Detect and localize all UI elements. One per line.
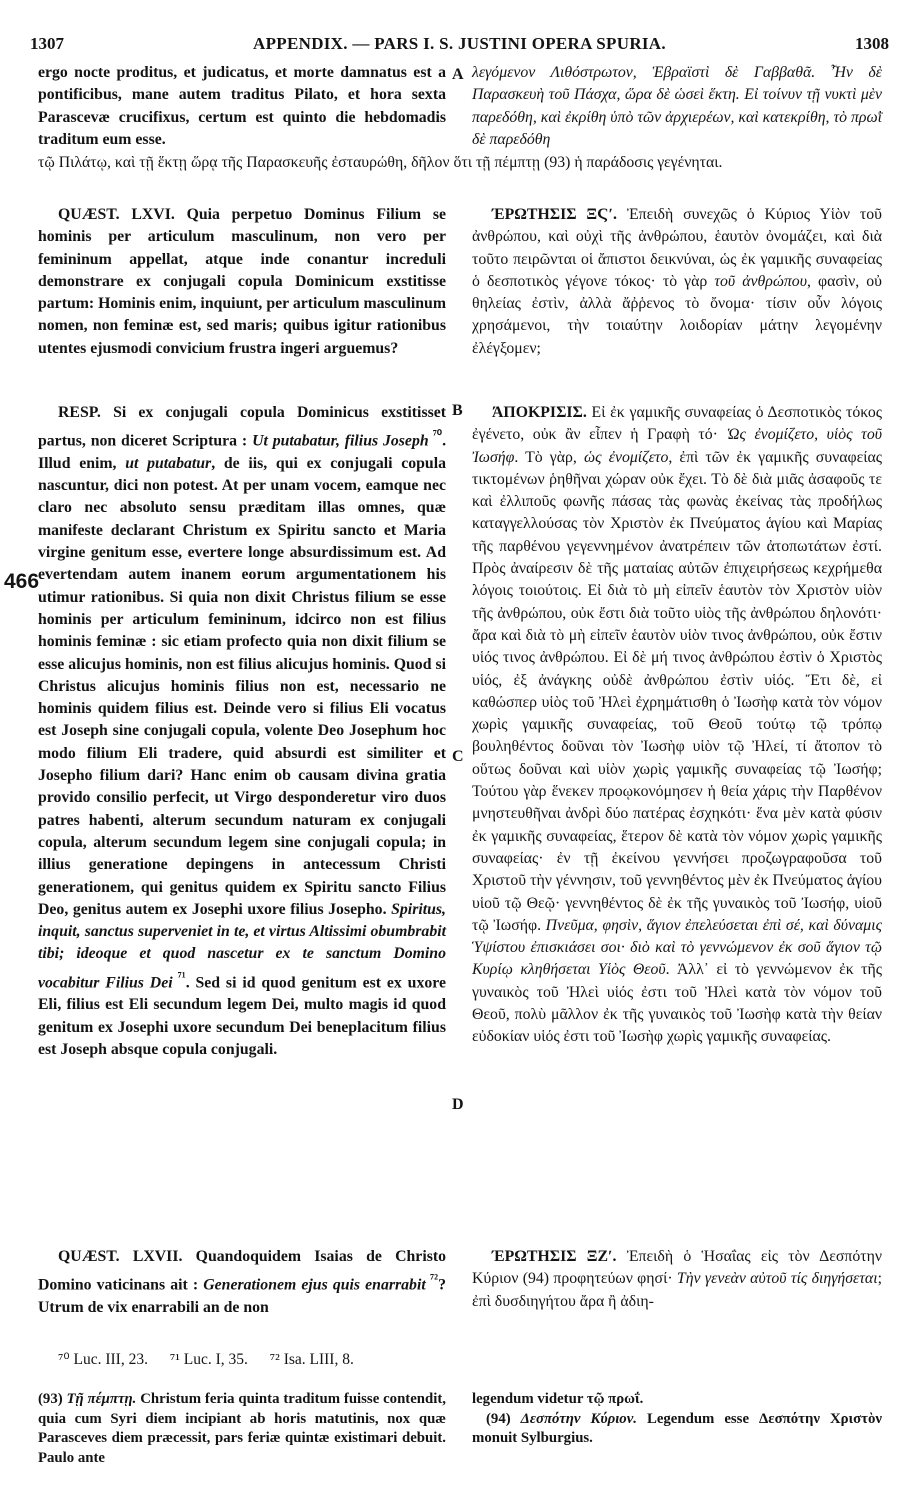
page-header	[30, 34, 889, 58]
latin-quote-3: Spiritus, inquit, sanctus superveniet in te, et virtus Altissimi obumbrabit tibi; ideoque et quod nascetur ex te sanctum Domino vocabitur Filius Dei	[38, 900, 447, 991]
note-93-continued: legendum videtur τῷ πρωΐ.	[472, 1391, 644, 1407]
greek-quote-1: Ὡς ἐνομίζετο, υἱὸς τοῦ Ἰωσήφ	[472, 426, 882, 466]
running-title: APPENDIX. — PARS I. S. JUSTINI OPERA SPURIA.	[253, 34, 666, 53]
scripture-ref-72: ⁷² Isa. LIII, 8.	[269, 1351, 354, 1368]
right-page-number: 1308	[855, 34, 889, 53]
greek-question-67: ΈΡΩΤΗΣΙΣ ΞΖʹ. Ἐπειδὴ ὁ Ἡσαΐας εἰς τὸν Δεσπότην Κύριον (94) προφητεύων φησί· Τὴν γενεὰν αὐτοῦ τίς διηγήσεται; ἐπὶ δυσδιηγήτου ἄρα ἢ ἀδιη-	[472, 1248, 883, 1310]
note-93: (93) Τῇ πέμπτῃ. Christum feria quinta traditum fuisse contendit, quia cum Syri diem incipiant ab horis matutinis, nox quæ Parasceves diem præcessit, pars feriæ quintæ existimari debuit. Paulo ante	[38, 1391, 446, 1466]
greek-quote-3: Πνεῦμα, φησὶν, ἅγιον ἐπελεύσεται ἐπὶ σέ, καὶ δύναμις Ὑψίστου ἐπισκιάσει σοι· διὸ καὶ τὸ γεννώμενον ἐκ σοῦ ἅγιον τῷ Κυρίῳ κληθήσεται Υἱὸς Θεοῦ	[472, 916, 883, 979]
greek-q66-tail: , φασὶν, οὐ θηλείας ἐστὶν, ἀλλὰ ἄῤῥενος τὸ ὄνομα· τίσιν οὖν λόγοις χρησάμενοι, τὴν τοιαύτην λοιδορίαν μάτην λεγομένην ἐλέγξομεν;	[472, 272, 882, 357]
latin-question-67: QUÆST. LXVII. Quandoquidem Isaias de Christo Domino vaticinans ait : Generationem ejus quis enarrabit $^{^{72}}$? Utrum de vix enarrabili an de non	[38, 1248, 447, 1316]
greek-q66-label: ΈΡΩΤΗΣΙΣ ΞϚʹ.	[492, 206, 617, 223]
latin-quote-2: ut putabatur	[125, 454, 212, 472]
greek-question-66	[472, 204, 882, 360]
margin-marker-b: B	[452, 402, 463, 419]
latin-question-66	[38, 204, 446, 360]
greek-q67-label: ΈΡΩΤΗΣΙΣ ΞΖʹ.	[492, 1248, 617, 1265]
latin-q67-label: QUÆST. LXVII.	[58, 1248, 183, 1265]
greek-q66-quote: τοῦ ἀνθρώπου	[714, 272, 807, 290]
full-width-line: τῷ Πιλάτῳ, καὶ τῇ ἕκτῃ ὥρᾳ τῆς Παρασκευῆς ἐσταυρώθη, δῆλον ὅτι τῇ πέμπτῃ (93) ἡ παράδοσις γεγένηται.	[38, 154, 723, 171]
greek-q67-quote: Τὴν γενεὰν αὐτοῦ τίς διηγήσεται	[676, 1270, 878, 1288]
note-94: (94) Δεσπότην Κύριον. Legendum esse Δεσπότην Χριστὸν monuit Sylburgius.	[472, 1410, 883, 1446]
notes-right	[472, 1390, 882, 1449]
scripture-ref-70: ⁷⁰ Luc. III, 23.	[58, 1351, 148, 1368]
latin-q67-quote: Generationem ejus quis enarrabit	[203, 1276, 426, 1294]
greek-quote-2: ὡς ἐνομίζετο	[584, 448, 669, 466]
latin-q66-text: Quia perpetuo Dominus Filium se hominis per articulum masculinum, non vero per femininum appellat, atque inde conantur increduli demonstrare ex conjugali copula Dominicum exstitisse partum: Hominis enim, inquiunt, per articulum masculinum nomen, non feminæ est, sed maris; quibus igitur rationibus utentes ejusmodi convicium frustra ingeri arguemus?	[38, 206, 446, 357]
margin-page-number: 466	[4, 570, 40, 593]
scripture-references	[58, 1350, 372, 1369]
greek-response: ΆΠΟΚΡΙΣΙΣ. Εἰ ἐκ γαμικῆς συναφείας ὁ Δεσποτικὸς τόκος ἐγένετο, οὐκ ἂν εἶπεν ἡ Γραφὴ τό· Ὡς ἐνομίζετο, υἱὸς τοῦ Ἰωσήφ. Τὸ γὰρ, ὡς ἐνομίζετο, ἐπὶ τῶν ἐκ γαμικῆς συναφείας τικτομένων ῥηθῆναι χώραν οὐκ ἔχει. Τὸ δὲ διὰ μιᾶς ἀσαφοῦς τε καὶ ἐλλιποῦς φωνῆς πάσας τὰς φωνὰς ἐκείνας τὰς προδήλως καταγγελλούσας τὸν Χριστὸν ἐκ Πνεύματος ἁγίου καὶ Μαρίας τῆς παρθένου γεγεννημένον ἀνατρέπειν τῶν ἀτοπωτάτων ἐστί. Πρὸς ἀναίρεσιν δὲ τῆς ματαίας αὐτῶν ἐπιχειρήσεως κεχρήμεθα λόγοις τοιούτοις. Εἰ διὰ τὸ μὴ εἰπεῖν ἑαυτὸν τὸν Χριστὸν υἱὸν τῆς ἀνθρώπου, οὐκ ἔστι διὰ τοῦτο υἱὸς τῆς ἀνθρώπου δηλονότι· ἄρα καὶ διὰ τὸ μὴ εἰπεῖν ἑαυτὸν υἱὸν τινος ἀνθρώπου, οὐκ ἔστιν υἱός τινος ἀνθρώπου. Εἰ δὲ μή τινος ἀνθρώπου ἐστὶν ὁ Χριστὸς υἱός, ἐξ ἀνάγκης οὐδὲ ἀνθρώπου ἐστὶν υἱός. Ἔτι δὲ, εἰ καθώσπερ υἱὸς τοῦ Ἠλεὶ ἐχρημάτισθη ὁ Ἰωσὴφ κατὰ τὸν νόμον χωρὶς γαμικῆς συναφείας, τοῦ Θεοῦ τούτῳ τῷ τρόπῳ βουληθέντος δοῦναι τὸν Ἰωσὴφ υἱὸν τῷ Ἠλεί, τί ἄτοπον τὸ οὕτως δοῦναι καὶ υἱὸν χωρὶς γαμικῆς συναφείας τῷ Ἰωσήφ; Τούτου γὰρ ἕνεκεν προῳκονόμησεν ἡ θεία χάρις τὴν Παρθένον μνηστευθῆναι ἀνδρὶ δύο πατέρας ἐσχηκότι· ἕνα μὲν κατὰ φύσιν ἐκ γαμικῆς συναφείας, ἕτερον δὲ κατὰ τὸν νόμον χωρὶς γαμικῆς συναφείας· ἐν τῇ ἐκείνου γεννήσει προζωγραφοῦσα τοῦ Χριστοῦ τὴν γέννησιν, τοῦ γεννηθέντος μὲν ἐκ Πνεύματος ἁγίου υἱοῦ τῷ Θεῷ· γεννηθέντος δὲ ἐκ τῆς γυναικὸς τοῦ Ἰωσήφ, υἱοῦ τῷ Ἰωσήφ. Πνεῦμα, φησὶν, ἅγιον ἐπελεύσεται ἐπὶ σέ, καὶ δύναμις Ὑψίστου ἐπισκιάσει σοι· διὸ καὶ τὸ γεννώμενον ἐκ σοῦ ἅγιον τῷ Κυρίῳ κληθήσεται Υἱὸς Θεοῦ. Ἀλλ᾽ εἰ τὸ γεννώμενον ἐκ τῆς γυναικὸς τοῦ Ἠλεὶ υἱός ἐστι τοῦ Ἠλεὶ κατὰ τὸν νόμον τοῦ Θεοῦ, πολὺ μᾶλλον ἐκ τῆς γυναικὸς τοῦ Ἰωσὴφ κατὰ τὴν θείαν εὐδοκίαν υἱός ἐστι τοῦ Ἰωσὴφ χωρὶς γαμικῆς συναφείας.	[472, 404, 883, 1046]
margin-marker-a: A	[452, 66, 464, 83]
latin-quote-1: Ut putabatur, filius Joseph	[252, 432, 429, 450]
greek-resp-label: ΆΠΟΚΡΙΣΙΣ.	[492, 404, 587, 421]
margin-marker-d: D	[452, 1096, 464, 1113]
latin-q66-label: QUÆST. LXVI.	[58, 206, 175, 223]
greek-q66-text: Ἐπειδὴ συνεχῶς ὁ Κύριος Υἱὸν τοῦ ἀνθρώπου, καὶ οὐχὶ τῆς ἀνθρώπου, ἑαυτὸν ὀνομάζει, καὶ διὰ τοῦτο πειρῶνται οἱ ἄπιστοι δεικνύναι, ὡς ἐκ γαμικῆς συναφείας ὁ δεσποτικὸς γέγονε τόκος· τὸ γὰρ	[472, 206, 883, 290]
margin-marker-c: C	[452, 748, 464, 765]
latin-resp-label: RESP.	[58, 404, 101, 421]
scripture-ref-71: ⁷¹ Luc. I, 35.	[169, 1351, 248, 1368]
latin-response: RESP. Si ex conjugali copula Dominicus exstitisset partus, non diceret Scriptura : Ut putabatur, filius Joseph $^{^{70}}$. Illud enim, ut putabatur, de iis, qui ex conjugali copula nascuntur, dici non potest. At per unam vocem, eamque nec claro nec absoluto sensu præditam illas omnes, quæ manifeste declarant Christum ex Spiritu sancto et Maria virgine genitum esse, evertere longe absurdissimum est. Ad evertendam autem inanem eorum argumentationem his utimur rationibus. Si quia non dixit Christus filium se esse hominis per articulum femininum, idcirco non est filius hominis feminæ : sic etiam profecto quia non dixit filium se esse alicujus hominis, non est filius alicujus hominis. Quod si Christus alicujus hominis filius non est, necessario ne hominis quidem filius est. Deinde vero si filius Eli vocatus est Joseph sine conjugali copula, volente Deo Josephum hoc modo filium Eli tradere, quid absurdi est similiter et Josepho filium dari? Hanc enim ob causam divina gratia provido consilio perfecit, ut Virgo desponderetur viro duos patres habenti, alterum secundum naturam ex conjugali copula, alterum secundum legem sine conjugali copula; in illius generatione depingens in antecessum Christi generationem, qui genitus quidem ex Spiritu sancto Filius Deo, genitus autem ex Josephi uxore filius Josepho. Spiritus, inquit, sanctus superveniet in te, et virtus Altissimi obumbrabit tibi; ideoque et quod nascetur ex te sanctum Domino vocabitur Filius Dei $^{^{71}}$. Sed si id quod genitum est ex uxore Eli, filius est Eli secundum legem Dei, multo magis id quod genitum ex Josephi uxore secundum Dei beneplacitum filius est Joseph absque copula conjugali.	[38, 404, 447, 1058]
greek-intro: λεγόμενον Λιθόστρωτον, Ἑβραϊστὶ δὲ Γαββαθᾶ. Ἦν δὲ Παρασκευὴ τοῦ Πάσχα, ὥρα δὲ ὡσεὶ ἕκτη. Εἰ τοίνυν τῇ νυκτὶ μὲν παρεδόθη, καὶ ἐκρίθη ὑπὸ τῶν ἀρχιερέων, καὶ κατεκρίθη, τὸ πρωῒ δὲ παρεδόθη	[472, 64, 882, 148]
left-page-number: 1307	[30, 34, 64, 53]
latin-intro: ergo nocte proditus, et judicatus, et morte damnatus est a pontificibus, mane autem traditus Pilato, et hora sexta Parascevæ crucifixus, certum est quinto die hebdomadis traditum eum esse.	[38, 64, 446, 148]
